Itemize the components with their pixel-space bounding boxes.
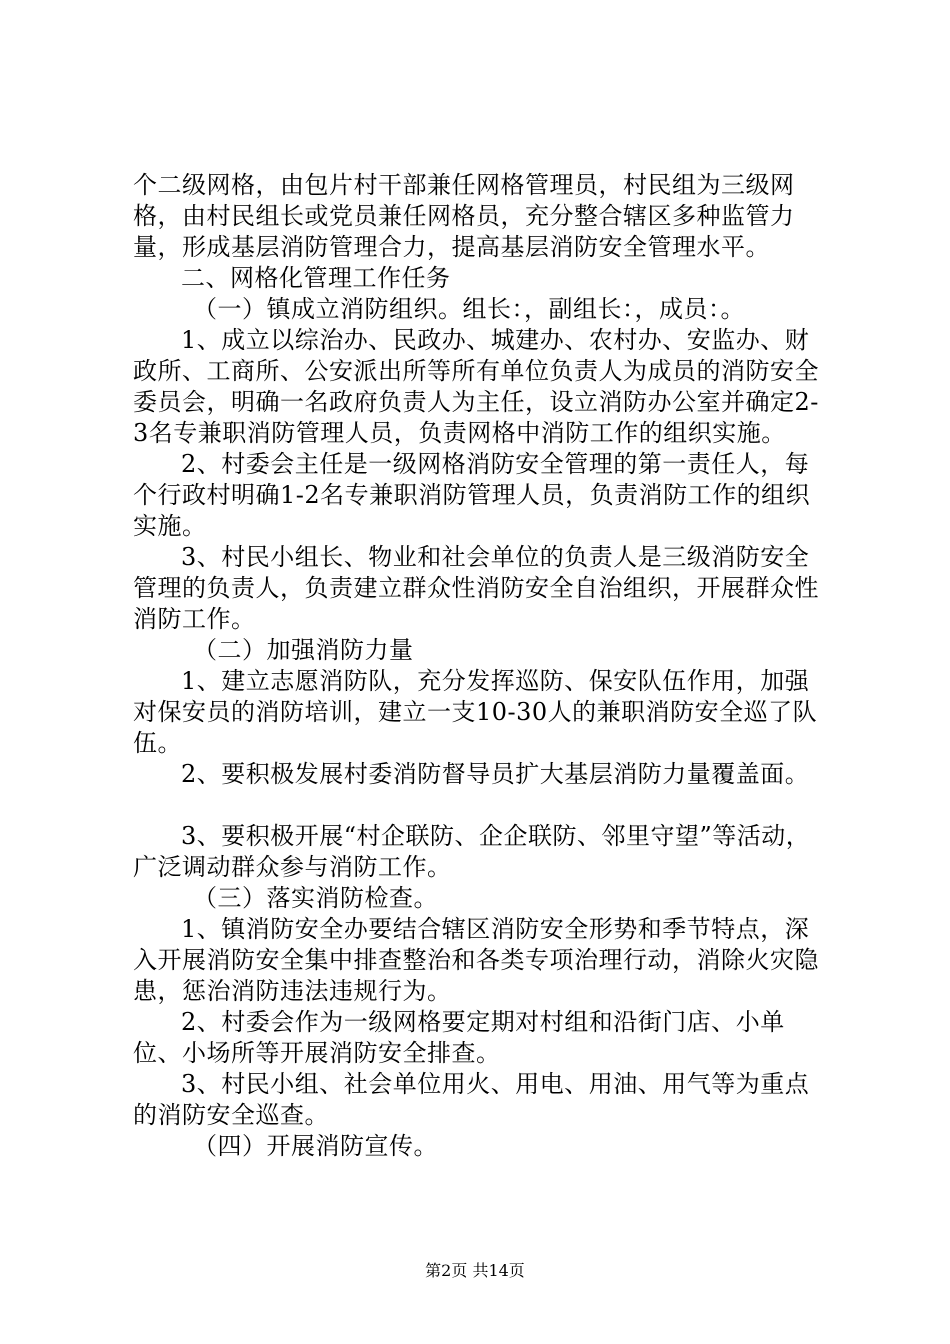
paragraph: 1、成立以综治办、民政办、城建办、农村办、安监办、财政所、工商所、公安派出所等所有单位负责人为成员的消防安全委员会，明确一名政府负责人为主任，设立消防办公室并确定2-3名专兼职消防管理人员，负责网格中消防工作的组织实施。 [133,326,819,447]
paragraph: 1、建立志愿消防队，充分发挥巡防、保安队伍作用，加强对保安员的消防培训，建立一支10-30人的兼职消防安全巡了队伍。 [133,667,818,757]
paragraph: 3、要积极开展“村企联防、企企联防、邻里守望”等活动，广泛调动群众参与消防工作。 [133,822,811,881]
subsection-heading: （二）加强消防力量 [193,636,414,664]
paragraph: 3、村民小组、社会单位用火、用电、用油、用气等为重点的消防安全巡查。 [133,1070,810,1129]
section-heading: 二、网格化管理工作任务 [181,264,451,292]
subsection-heading: （三）落实消防检查。 [193,884,438,912]
page-footer: 第2页 共14页 [425,1261,525,1280]
paragraph: 个二级网格，由包片村干部兼任网格管理员，村民组为三级网格，由村民组长或党员兼任网格员，充分整合辖区多种监管力量，形成基层消防管理合力，提高基层消防安全管理水平。 [133,171,795,261]
paragraph: 2、要积极发展村委消防督导员扩大基层消防力量覆盖面。 [181,760,810,788]
paragraph: 1、镇消防安全办要结合辖区消防安全形势和季节特点，深入开展消防安全集中排查整治和各类专项治理行动，消除火灾隐患，惩治消防违法违规行为。 [133,915,819,1005]
blank-line [133,790,833,821]
subsection-heading: （四）开展消防宣传。 [193,1132,438,1160]
subsection-heading: （一）镇成立消防组织。组长：，副组长：，成员：。 [193,295,745,323]
paragraph: 2、村委会主任是一级网格消防安全管理的第一责任人，每个行政村明确1-2名专兼职消防管理人员，负责消防工作的组织实施。 [133,450,811,540]
document-body [133,170,833,1162]
paragraph: 3、村民小组长、物业和社会单位的负责人是三级消防安全管理的负责人，负责建立群众性消防安全自治组织，开展群众性消防工作。 [133,543,819,633]
paragraph: 2、村委会作为一级网格要定期对村组和沿街门店、小单位、小场所等开展消防安全排查。 [133,1008,785,1067]
